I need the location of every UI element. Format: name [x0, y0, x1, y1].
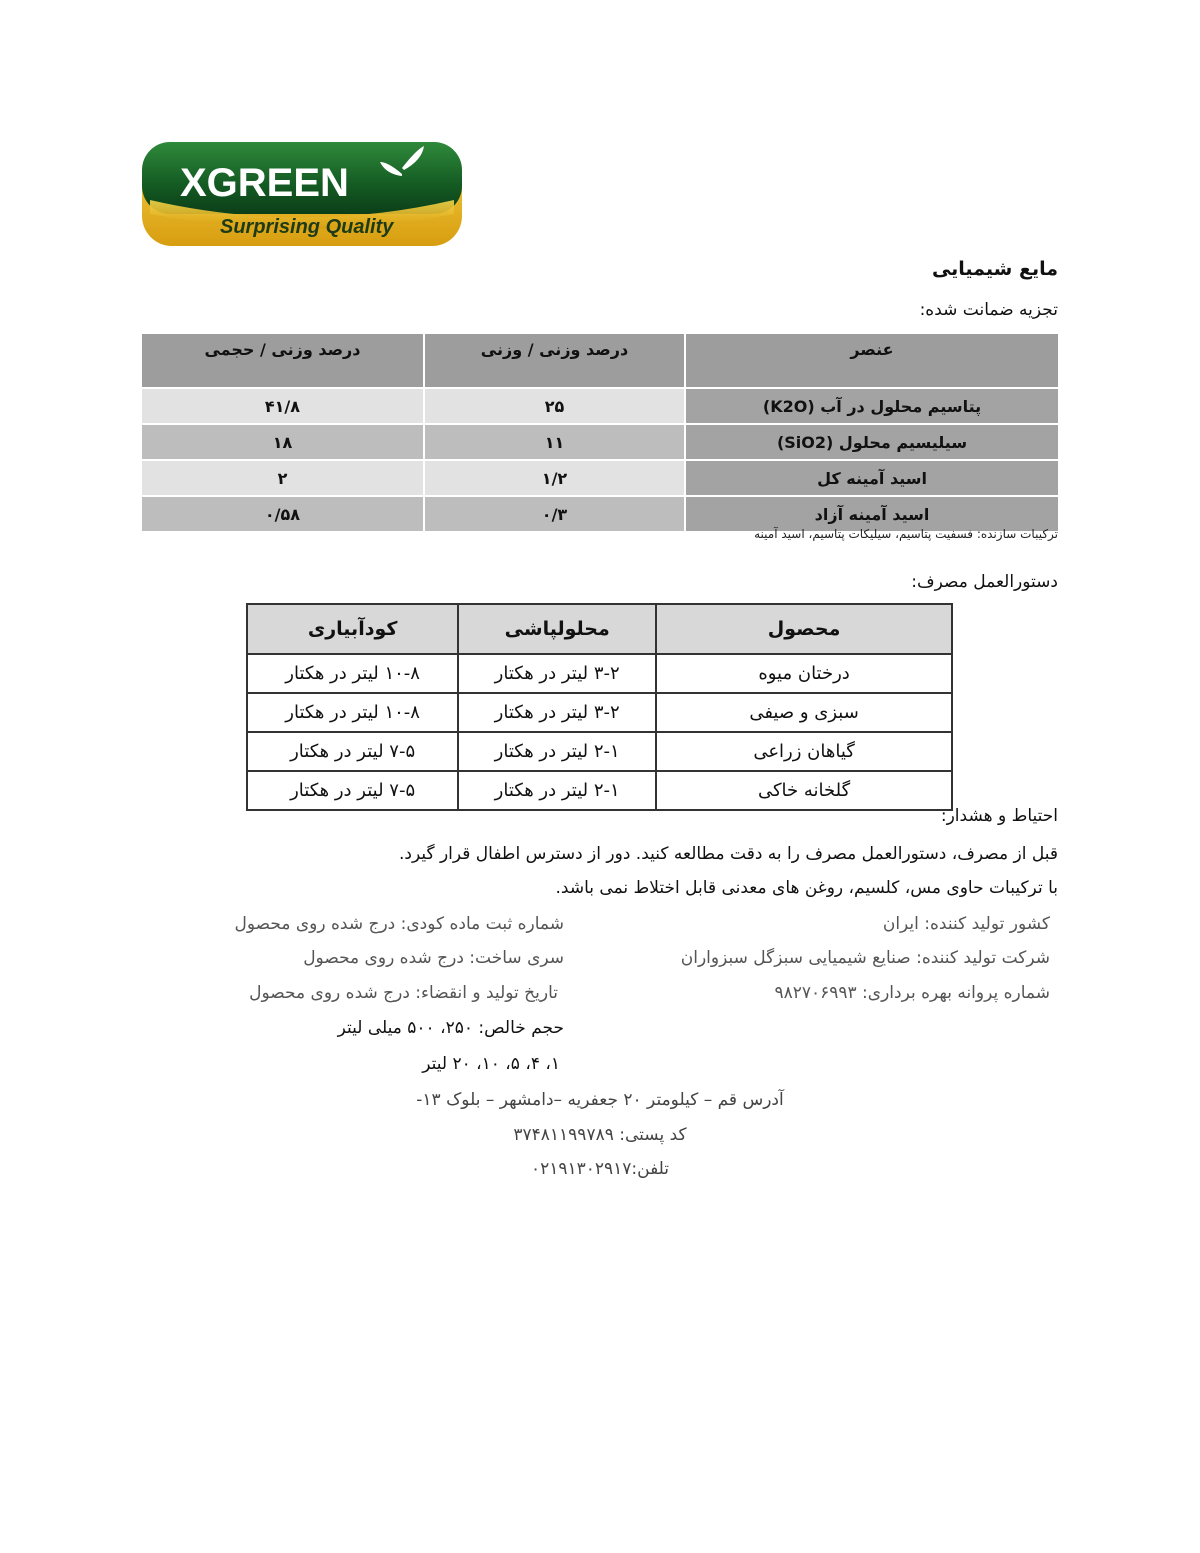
crop-cell: درختان میوه	[656, 654, 952, 693]
license-info: شماره پروانه بهره برداری: ۹۸۲۷۰۶۹۹۳	[774, 983, 1050, 1003]
value-cell: ۰/۳	[424, 496, 685, 531]
ingredients-note: ترکیبات سازنده: فسفیت پتاسیم، سیلیکات پتاسیم، اسید آمینه	[754, 527, 1058, 541]
product-type-title: مایع شیمیایی	[931, 258, 1058, 280]
table-header-row	[142, 334, 1058, 388]
header-product: محصول	[656, 604, 952, 654]
table-row	[247, 732, 952, 771]
table-row	[247, 771, 952, 810]
table-row	[142, 460, 1058, 496]
crop-cell: گلخانه خاکی	[656, 771, 952, 810]
value-cell: ۲۵	[424, 388, 685, 424]
value-cell: ۱۱	[424, 424, 685, 460]
xgreen-logo	[140, 140, 464, 250]
dose-cell: ۳-۲ لیتر در هکتار	[458, 654, 656, 693]
dose-cell: ۱۰-۸ لیتر در هکتار	[247, 654, 458, 693]
header-weight-volume: درصد وزنی / حجمی	[142, 334, 424, 388]
element-cell: پتاسیم محلول در آب (K2O)	[685, 388, 1058, 424]
value-cell: ۱۸	[142, 424, 424, 460]
dose-cell: ۱۰-۸ لیتر در هکتار	[247, 693, 458, 732]
header-weight-weight: درصد وزنی / وزنی	[424, 334, 685, 388]
table-row	[142, 496, 1058, 531]
table-row	[142, 388, 1058, 424]
table-row	[247, 693, 952, 732]
dates-info: تاریخ تولید و انقضاء: درج شده روی محصول	[249, 983, 558, 1003]
element-cell: اسید آمینه کل	[685, 460, 1058, 496]
analysis-title: تجزیه ضمانت شده:	[919, 300, 1058, 320]
dose-cell: ۷-۵ لیتر در هکتار	[247, 732, 458, 771]
value-cell: ۲	[142, 460, 424, 496]
guaranteed-analysis-table	[142, 334, 1058, 531]
table-header-row	[247, 604, 952, 654]
country-info: کشور تولید کننده: ایران	[882, 914, 1050, 934]
address-line: آدرس قم – کیلومتر ۲۰ جعفریه –دامشهر – بلوک ۱۳-	[416, 1090, 784, 1110]
element-cell: سیلیسیم محلول (SiO2)	[685, 424, 1058, 460]
value-cell: ۱/۲	[424, 460, 685, 496]
value-cell: ۰/۵۸	[142, 496, 424, 531]
header-fertigation: کودآبیاری	[247, 604, 458, 654]
warning-line: با ترکیبات حاوی مس، کلسیم، روغن های معدنی قابل اختلاط نمی باشد.	[555, 878, 1058, 898]
dose-cell: ۳-۲ لیتر در هکتار	[458, 693, 656, 732]
table-row	[247, 654, 952, 693]
header-foliar: محلولپاشی	[458, 604, 656, 654]
usage-title: دستورالعمل مصرف:	[911, 572, 1058, 592]
usage-table	[246, 603, 953, 811]
batch-info: سری ساخت: درج شده روی محصول	[303, 948, 564, 968]
header-element: عنصر	[685, 334, 1058, 388]
logo-tagline-text: Surprising Quality	[220, 216, 394, 238]
dose-cell: ۷-۵ لیتر در هکتار	[247, 771, 458, 810]
registration-info: شماره ثبت ماده کودی: درج شده روی محصول	[234, 914, 564, 934]
table-row	[142, 424, 1058, 460]
crop-cell: گیاهان زراعی	[656, 732, 952, 771]
phone-line: تلفن:۰۲۱۹۱۳۰۲۹۱۷	[530, 1159, 670, 1179]
company-info: شرکت تولید کننده: صنایع شیمیایی سبزگل سبزواران	[680, 948, 1050, 968]
volume-info: حجم خالص: ۲۵۰، ۵۰۰ میلی لیتر	[337, 1018, 564, 1038]
warning-title: احتیاط و هشدار:	[940, 806, 1058, 826]
value-cell: ۴۱/۸	[142, 388, 424, 424]
crop-cell: سبزی و صیفی	[656, 693, 952, 732]
postal-code-line: کد پستی: ۳۷۴۸۱۱۹۹۷۸۹	[513, 1125, 687, 1145]
volume-info-liters: ۱، ۴، ۵، ۱۰، ۲۰ لیتر	[422, 1054, 560, 1074]
logo-brand-text: XGREEN	[180, 161, 349, 205]
dose-cell: ۲-۱ لیتر در هکتار	[458, 732, 656, 771]
dose-cell: ۲-۱ لیتر در هکتار	[458, 771, 656, 810]
element-cell: اسید آمینه آزاد	[685, 496, 1058, 531]
warning-line: قبل از مصرف، دستورالعمل مصرف را به دقت مطالعه کنید. دور از دسترس اطفال قرار گیرد.	[398, 844, 1058, 864]
